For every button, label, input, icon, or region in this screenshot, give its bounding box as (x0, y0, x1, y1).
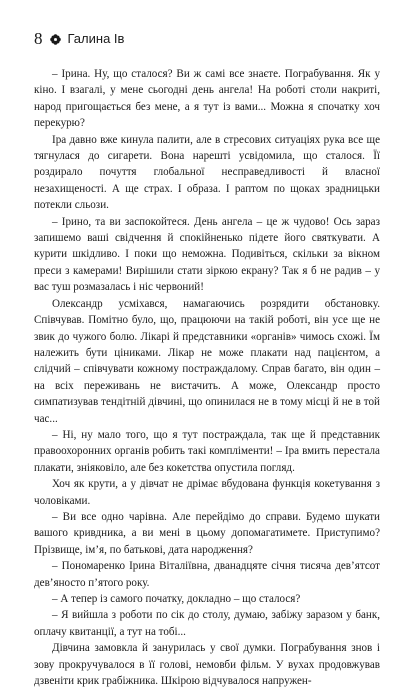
paragraph: Хоч як крути, а у дівчат не дрімає вбудована функція кокетування з чоловіками. (34, 478, 380, 507)
paragraph: – Я вийшла з роботи по сік до столу, думаю, забіжу заразом у банк, оплачу квитанції, а тут на тобі... (34, 609, 380, 638)
paragraph: – Пономаренко Ірина Віталіївна, дванадцяте січня тисяча дев’ятсот дев’яносто п’ятого року. (34, 560, 380, 589)
paragraph: – Ні, ну мало того, що я тут постраждала, так ще й представник правоохоронних органів робить такі компліменти! – Іра вмить перестала плакати, зніяковіло, але без кокетства опустила погляд. (34, 428, 380, 474)
text-body (34, 66, 380, 689)
paragraph: – Ви все одно чарівна. Але перейдімо до справи. Будемо шукати вашого кривдника, а ви мені в цьому допомагатимете. Приступимо? Прізвище, ім’я, по батькові, дата народження? (34, 510, 380, 556)
page-header (34, 30, 124, 48)
paragraph: – Ірина. Ну, що сталося? Ви ж самі все знаєте. Пограбування. Як у кіно. І взагалі, у мене сьогодні день ангела! На роботі столи накриті, народ пригощається без мене, а я тут із вами... Можна я спочатку хоч перекурю? (34, 68, 380, 130)
paragraph: – Ірино, та ви заспокойтеся. День ангела – це ж чудово! Ось зараз запишемо ваші свідчення й спокійненько підете його святкувати. А курити шкідливо. І поки що неможна. Подивіться, скільки за вікном преси з камерами! Вирішили стати зіркою екрану? Так я б не радив – у вас туш розмазалась і ніс червоний! (34, 215, 380, 294)
paragraph: – А тепер із самого початку, докладно – що сталося? (52, 593, 301, 605)
paragraph: Іра давно вже кинула палити, але в стресових ситуаціях рука все ще тягнулася до сигарети. Вона нарешті усвідомила, що сталося. Її роздирало почуття глобальної несправедливості й власної незахищеності. А ще страх. І образа. І раптом по щоках зрадницьки потекли сльози. (34, 133, 380, 212)
paragraph: Дівчина замовкла й занурилась у свої думки. Пограбування знов і зову прокручувалося в її голові, немовби фільм. У вухах продовжував дзвеніти крик грабіжника. Шкірою відчувалося напружен- (34, 642, 380, 688)
paragraph: Олександр усміхався, намагаючись розрядити обстановку. Співчував. Помітно було, що, працюючи на такій роботі, він усе ще не звик до чужого болю. Лікарі й представники «органів» чимось схожі. Їм належить бути ціниками. Лікар не може плакати над пацієнтом, а слідчий – співчувати кожному постраждалому. Справ багато, він один – на всіх переживань не вистачить. А може, Олександр просто симпатизував тендітній дівчині, що опинилася не в тому місці й не в той час... (34, 297, 380, 425)
flower-ornament-icon (50, 34, 61, 45)
page-number: 8 (34, 29, 43, 48)
running-head-author: Галина Ів (67, 31, 125, 46)
